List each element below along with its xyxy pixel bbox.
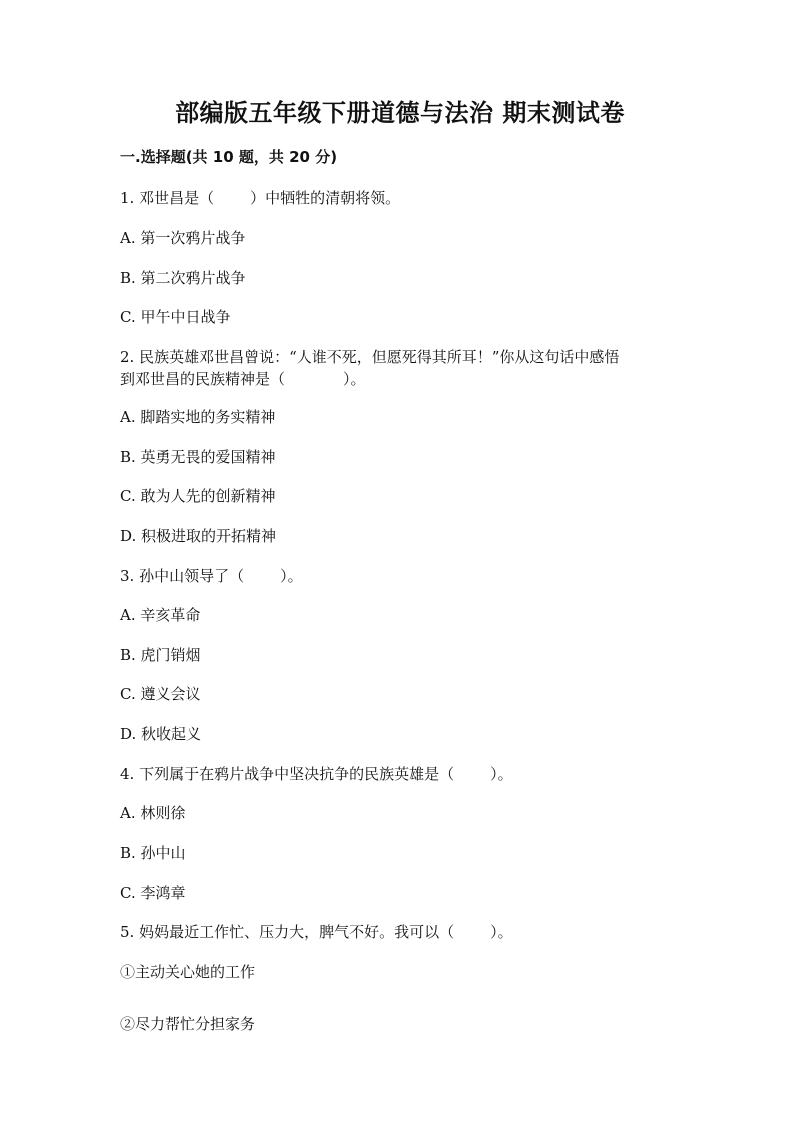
question-3-option-d: D. 秋收起义 [120, 725, 202, 743]
question-5-item-2: ②尽力帮忙分担家务 [120, 1015, 256, 1033]
section-heading: 一.选择题(共 10 题，共 20 分) [120, 148, 338, 166]
question-2-option-a: A. 脚踏实地的务实精神 [120, 408, 276, 426]
question-1-stem [120, 187, 400, 209]
question-3-stem [120, 565, 303, 587]
question-4-option-a: A. 林则徐 [120, 804, 186, 822]
question-1-option-b: B. 第二次鸦片战争 [120, 269, 246, 287]
question-5-item-1: ①主动关心她的工作 [120, 963, 256, 981]
question-5-stem [120, 921, 513, 943]
question-1-stem-end: ）中牺牲的清朝将领。 [250, 189, 401, 207]
question-2-option-b: B. 英勇无畏的爱国精神 [120, 448, 276, 466]
question-3-option-c: C. 遵义会议 [120, 685, 201, 703]
document-title: 部编版五年级下册道德与法治 期末测试卷 [175, 99, 625, 127]
question-2-stem-line-2 [120, 368, 366, 390]
question-2-option-c: C. 敢为人先的创新精神 [120, 487, 276, 505]
question-4-stem-start: 4. 下列属于在鸦片战争中坚决抗争的民族英雄是（ [120, 765, 455, 783]
question-5-stem-end: ）。 [490, 923, 513, 941]
question-1-option-c: C. 甲午中日战争 [120, 308, 231, 326]
question-4-stem-end: ）。 [490, 765, 513, 783]
question-4-option-c: C. 李鸿章 [120, 884, 186, 902]
question-4-stem [120, 763, 513, 785]
question-2-stem-line-1: 2. 民族英雄邓世昌曾说：“人谁不死，但愿死得其所耳！”你从这句话中感悟 [120, 348, 620, 366]
question-3-stem-start: 3. 孙中山领导了（ [120, 567, 245, 585]
question-1-option-a: A. 第一次鸦片战争 [120, 229, 246, 247]
question-3-stem-end: ）。 [280, 567, 303, 585]
question-3-option-a: A. 辛亥革命 [120, 606, 201, 624]
question-4-option-b: B. 孙中山 [120, 844, 186, 862]
question-2-stem-start: 到邓世昌的民族精神是（ [120, 370, 286, 388]
question-2-option-d: D. 积极进取的开拓精神 [120, 527, 277, 545]
question-2-stem-end: ）。 [343, 370, 366, 388]
question-3-option-b: B. 虎门销烟 [120, 646, 201, 664]
question-1-stem-start: 1. 邓世昌是（ [120, 189, 215, 207]
question-5-stem-start: 5. 妈妈最近工作忙、压力大，脾气不好。我可以（ [120, 923, 455, 941]
